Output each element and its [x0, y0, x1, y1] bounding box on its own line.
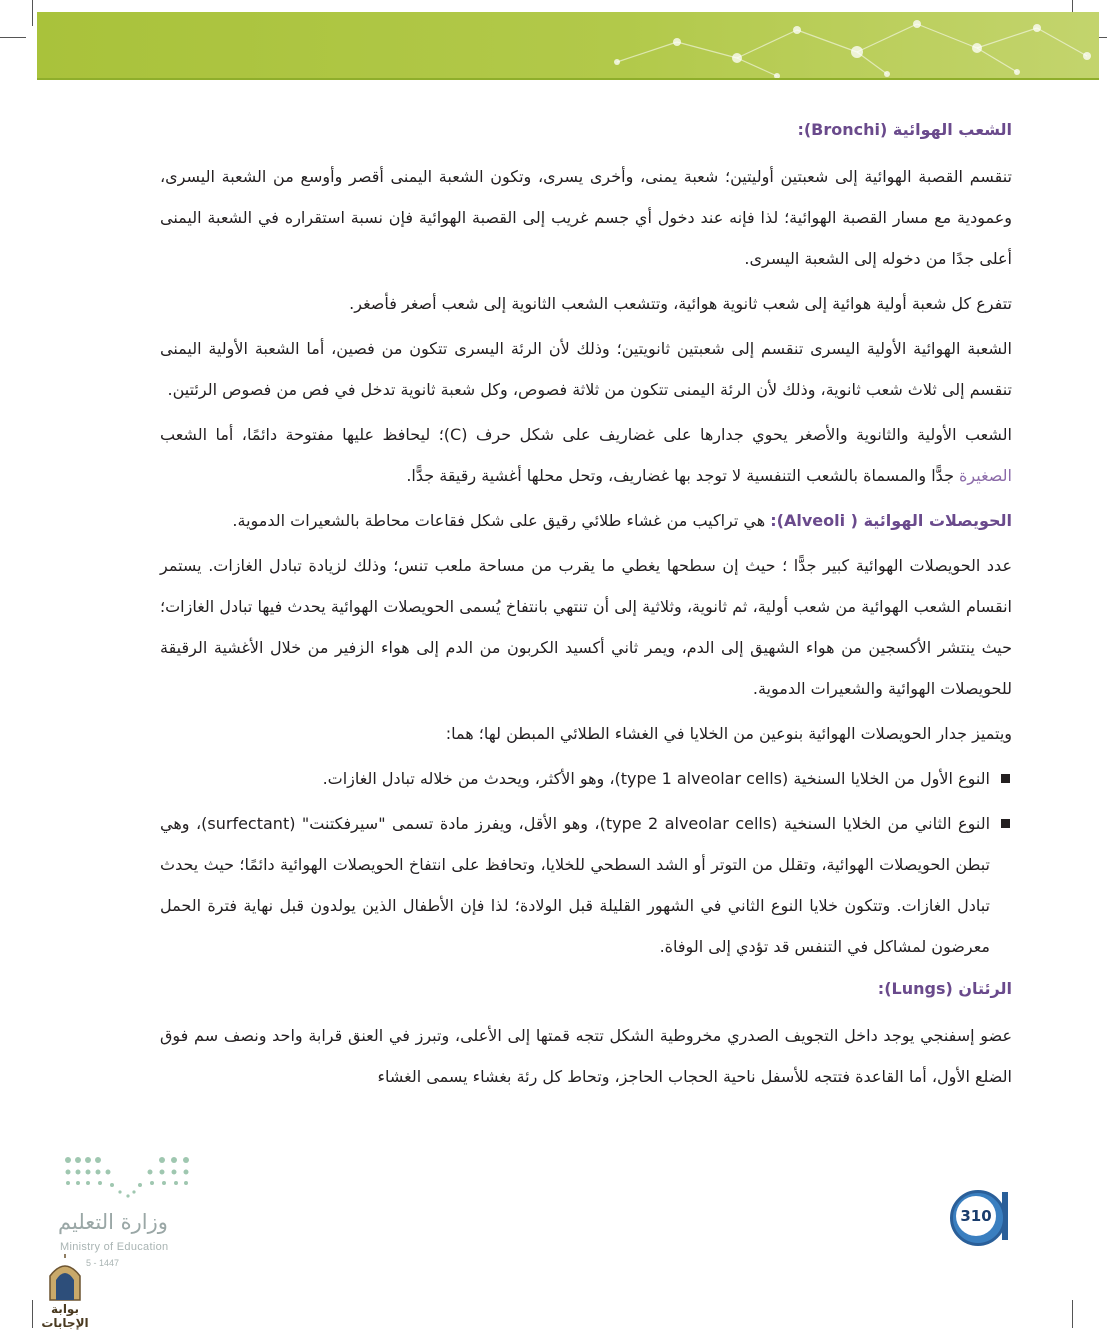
- text-run: جدًّا والمسماة بالشعب التنفسية لا توجد بها غضاريف، وتحل محلها أغشية رقيقة جدًّا.: [406, 466, 960, 485]
- square-bullet-icon: [1001, 774, 1010, 783]
- header-banner: [37, 12, 1099, 78]
- highlighted-word: الصغيرة: [959, 466, 1012, 485]
- edition-year: 5 - 1447: [86, 1258, 120, 1268]
- page-number: 310: [956, 1196, 996, 1236]
- network-pattern-icon: [37, 12, 1099, 78]
- paragraph: ويتميز جدار الحويصلات الهوائية بنوعين من الخلايا في الغشاء الطلائي المبطن لها؛ هما:: [445, 724, 1012, 743]
- square-bullet-icon: [1001, 819, 1010, 828]
- cell-types-list: [160, 758, 1012, 967]
- list-item: [160, 758, 1012, 799]
- paragraph: عدد الحويصلات الهوائية كبير جدًّا ؛ حيث إن سطحها يغطي ما يقرب من مساحة ملعب تنس؛ وذلك لزيادة تبادل الغازات. يستمر انقسام الشعب الهوائية من شعب أولية، ثم ثانوية، وثلاثية إلى أن تنتهي بانتفاخ يُسمى الحويصلات الهوائية يحدث فيها تبادل الغازات؛ حيث ينتشر الأكسجين من هواء الشهيق إلى الدم، ويمر ثاني أكسيد الكربون من الدم إلى هواء الزفير من خلال الأغشية الرقيقة للحويصلات الهوائية والشعيرات الدموية.: [160, 556, 1012, 698]
- paragraph: تتفرع كل شعبة أولية هوائية إلى شعب ثانوية هوائية، وتتشعب الشعب الثانوية إلى شعب أصغر فأصغر.: [349, 294, 1012, 313]
- ministry-name-english: Ministry of Education: [60, 1241, 169, 1253]
- ministry-name-arabic: وزارة التعليم: [58, 1210, 168, 1234]
- crop-mark: [32, 0, 33, 26]
- mosque-arch-icon: [28, 1254, 102, 1302]
- paragraph-alveoli-intro: [160, 500, 1012, 541]
- paragraph: تنقسم القصبة الهوائية إلى شعبتين أوليتين؛ شعبة يمنى، وأخرى يسرى، وتكون الشعبة اليمنى أقصر وأوسع من الشعبة اليسرى، وعمودية مع مسار القصبة الهوائية؛ لذا فإنه عند دخول أي جسم غريب إلى القصبة الهوائية فإن نسبة استقراره في الشعبة اليمنى أعلى جدًا من دخوله إلى الشعبة اليسرى.: [160, 167, 1012, 268]
- text-run: هي تراكيب من غشاء طلائي رقيق على شكل فقاعات محاطة بالشعيرات الدموية.: [232, 511, 771, 530]
- dots-pattern-icon: [62, 1152, 202, 1202]
- text-run: الشعب الأولية والثانوية والأصغر يحوي جدارها على غضاريف على شكل حرف (C)؛ ليحافظ عليها مفتوحة دائمًا، أما الشعب: [160, 425, 1012, 444]
- paragraph: عضو إسفنجي يوجد داخل التجويف الصدري مخروطية الشكل تتجه قمتها إلى الأعلى، وتبرز في العنق قرابة واحد ونصف سم فوق الضلع الأول، أما القاعدة فتتجه للأسفل ناحية الحجاب الحاجز، وتحاط كل رئة بغشاء يسمى الغشاء: [160, 1026, 1012, 1086]
- list-item-text: النوع الأول من الخلايا السنخية (type 1 alveolar cells)، وهو الأكثر، ويحدث من خلاله تبادل الغازات.: [322, 769, 990, 788]
- crop-mark: [1072, 1300, 1073, 1328]
- section-title-alveoli: الحويصلات الهوائية ( Alveoli):: [770, 511, 1012, 530]
- list-item-text: النوع الثاني من الخلايا السنخية (type 2 alveolar cells)، وهو الأقل، ويفرز مادة تسمى "سيرفكتنت" (surfectant)، وهي تبطن الحويصلات الهوائية، وتقلل من التوتر أو الشد السطحي للخلايا، وتحافظ على انتفاخ الحويصلات الهوائية دائمًا؛ حيث يحدث تبادل الغازات. وتتكون خلايا النوع الثاني في الشهور القليلة قبل الولادة؛ لذا فإن الأطفال الذين يولدون قبل نهاية فترة الحمل معرضون لمشاكل في التنفس قد تؤدي إلى الوفاة.: [160, 814, 991, 956]
- ministry-logo: [58, 1150, 208, 1270]
- section-title-bronchi: الشعب الهوائية (Bronchi):: [797, 120, 1012, 139]
- paragraph: [160, 414, 1012, 496]
- section-title-lungs: الرئتان (Lungs):: [877, 979, 1012, 998]
- list-item: [160, 803, 1012, 967]
- page-number-badge: [946, 1188, 1012, 1242]
- crop-mark: [0, 37, 26, 38]
- page-content: [160, 112, 1012, 1101]
- site-logo-label: بوابة الإجابات: [41, 1302, 89, 1330]
- site-logo: [28, 1254, 102, 1330]
- banner-divider: [37, 78, 1099, 80]
- paragraph: الشعبة الهوائية الأولية اليسرى تنقسم إلى شعبتين ثانويتين؛ وذلك لأن الرئة اليسرى تتكون من فصين، أما الشعبة الأولية اليمنى تنقسم إلى ثلاث شعب ثانوية، وذلك لأن الرئة اليمنى تتكون من ثلاثة فصوص، وكل شعبة ثانوية تدخل في فص من فصوص الرئتين.: [160, 339, 1012, 399]
